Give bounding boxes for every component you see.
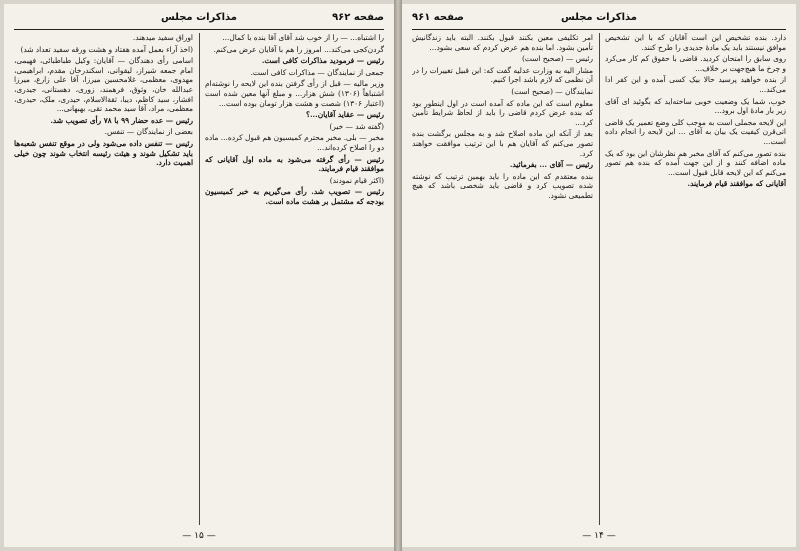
paragraph: این لایحه مجملی است به موجب کلی وضع تعمیر یک قاضی اتی‌قرن کیفیت یک بیان به آقای ... این لایحه را انجام داده است... [605, 117, 786, 146]
left-page [4, 4, 394, 547]
paragraph: نمایندگان — (صحیح است) [511, 86, 593, 96]
page-header [14, 12, 384, 28]
paragraph: رئیس — فرمودید مذاکرات کافی است. [261, 56, 384, 66]
paragraph: رئیس — (صحیح است) [521, 54, 593, 64]
column-right [205, 33, 384, 525]
paragraph: بنده معتقدم که این ماده را باید بهمین ترتیب که نوشته شده تصویب کرد و قاضی باید شخصی باشد که هیچ تطمیعی نشود. [412, 171, 593, 200]
paragraph: اوراق سفید میدهند. [132, 33, 193, 42]
paragraph: رئیس — آقای ... بفرمائید. [509, 160, 593, 170]
running-title: مذاکرات مجلس [560, 12, 637, 23]
paragraph: (اکثر قیام نمودند) [329, 175, 384, 185]
paragraph: جمعی از نمایندگان — مذاکرات کافی است. [250, 67, 384, 77]
paragraph: (گفته شد — خیر) [329, 121, 384, 131]
column-left [412, 33, 593, 525]
paragraph: از بنده خواهید پرسید حالا بیک کسی آمده و این کفر ادا می‌کند... [605, 75, 786, 94]
paragraph: وزیر مالیه — قبل از رأی گرفتن بنده این لایحه را نوشته‌ام اشتباهاً (۱۳۰۶) شش هزار... و مبلغ آنها معین شده است (اعتبار ۱۳۰۶) شصت و هشت هزار تومان بوده است... [205, 79, 384, 108]
paragraph: مشار الیه به وزارت عدلیه گفت که: این قبیل تغییرات را در آن نظمی که لازم باشد اجرا کنیم. [412, 65, 593, 85]
paragraph: بعد از آنکه این ماده اصلاح شد و به مجلس برگشت بنده تصور می‌کنم که آقایان هم با این ترتیب موافقت خواهند کرد. [412, 129, 593, 158]
text-columns [412, 33, 786, 525]
page-footer: — ۱۵ — [182, 531, 216, 541]
paragraph: رئیس — عده حضار ۹۹ با ۷۸ رأی تصویب شد. [50, 115, 193, 125]
paragraph: معلوم است که این ماده که آمده است در اول اینطور بود که بنده عرض کردم قاضی را باید از لحاظ شرایط تأمین کرد... [412, 98, 593, 127]
paragraph: (اخذ آراء بعمل آمده هفتاد و هشت ورقه سفید تعداد شد) [20, 44, 193, 54]
paragraph: روی سابق را امتحان کردید. قاضی با حقوق کم کار می‌کرد و چرخ ما هیچ‌جهت بر خلاف... [605, 54, 786, 73]
page-footer: — ۱۴ — [582, 531, 616, 541]
column-right [605, 33, 786, 525]
paragraph: بعضی از نمایندگان — تنفس. [104, 127, 193, 137]
column-left [14, 33, 193, 525]
page-number-label: صفحه ۹۶۲ [332, 12, 384, 23]
page-header [412, 12, 786, 28]
text-columns [14, 33, 384, 525]
paragraph: اسامی رأی دهندگان — آقایان: وکیل طباطبائی، فهیمی، امام جمعه شیراز، لیقوانی، اسکندرخان مقدم، ابراهیمی، مهدوی، معظمی، غلامحسین میرزا، آقا علی زارع، میرزا عبدالله خان، وثوق، فرهمند، زوری، دهستانی، جیدری، افشار، سید کاظم، دیبا، ثقة‌الاسلام، حیدری، ملک، حیدری، معظمی، مراد، آقا سید محمد تقی، بهبهانی... [14, 56, 193, 114]
paragraph: رئیس — عقاید آقایان...؟ [306, 110, 384, 120]
paragraph: بنده تصور می‌کنم که آقای مخبر هم نظرشان این بود که یک ماده اضافه کنند و از این جهت آمده که بنده هم تصور می‌کنم که این لایحه قابل قبول است... [605, 148, 786, 177]
paragraph: رئیس — تنفس داده می‌شود ولی در موقع تنفس شعبه‌ها باید تشکیل شوند و هیئت رئیسه انتخاب شوند چون خیلی اهمیت دارد. [14, 138, 193, 168]
header-rule [412, 29, 786, 30]
running-title: مذاکرات مجلس [160, 12, 237, 23]
paragraph: را اشتباه... — را از خوب شد آقای آقا بنده با کمال... [222, 33, 384, 42]
paragraph: خوب، شما یک وضعیت خوبی ساخته‌اید که بگوئید ای آقای زیر بار مادهٔ اول برود... [605, 96, 786, 116]
paragraph: دارد. بنده تشخیص این است آقایان که با این تشخیص موافق نیستند باید یک مادهٔ جدیدی را طرح کنند. [605, 33, 786, 52]
paragraph: مخبر — بلی. مخبر محترم کمیسیون هم قبول کرده... ماده دو را اصلاح کرده‌اند... [205, 133, 384, 152]
paragraph: آقایانی که موافقند قیام فرمایند. [687, 179, 786, 189]
paragraph: رئیس — تصویب شد. رأی می‌گیریم به خبر کمیسیون بودجه که مشتمل بر هشت ماده است. [205, 187, 384, 206]
paragraph: گردن‌کجی می‌کند... امروز را هم با آقایان عرض می‌کنم. [213, 44, 384, 54]
header-rule [14, 29, 384, 30]
paragraph: امر تکلیفی معین بکنند قبول بکنند. البته باید زندگانیش تأمین بشود. اما بنده هم عرض کردم که سعی بشود... [412, 33, 593, 52]
book-gutter [394, 0, 402, 551]
paragraph: رئیس — رأی گرفته می‌شود به ماده اول آقایانی که موافقند قیام فرمایند. [205, 154, 384, 174]
right-page [402, 4, 796, 547]
page-number-label: صفحه ۹۶۱ [412, 12, 464, 23]
